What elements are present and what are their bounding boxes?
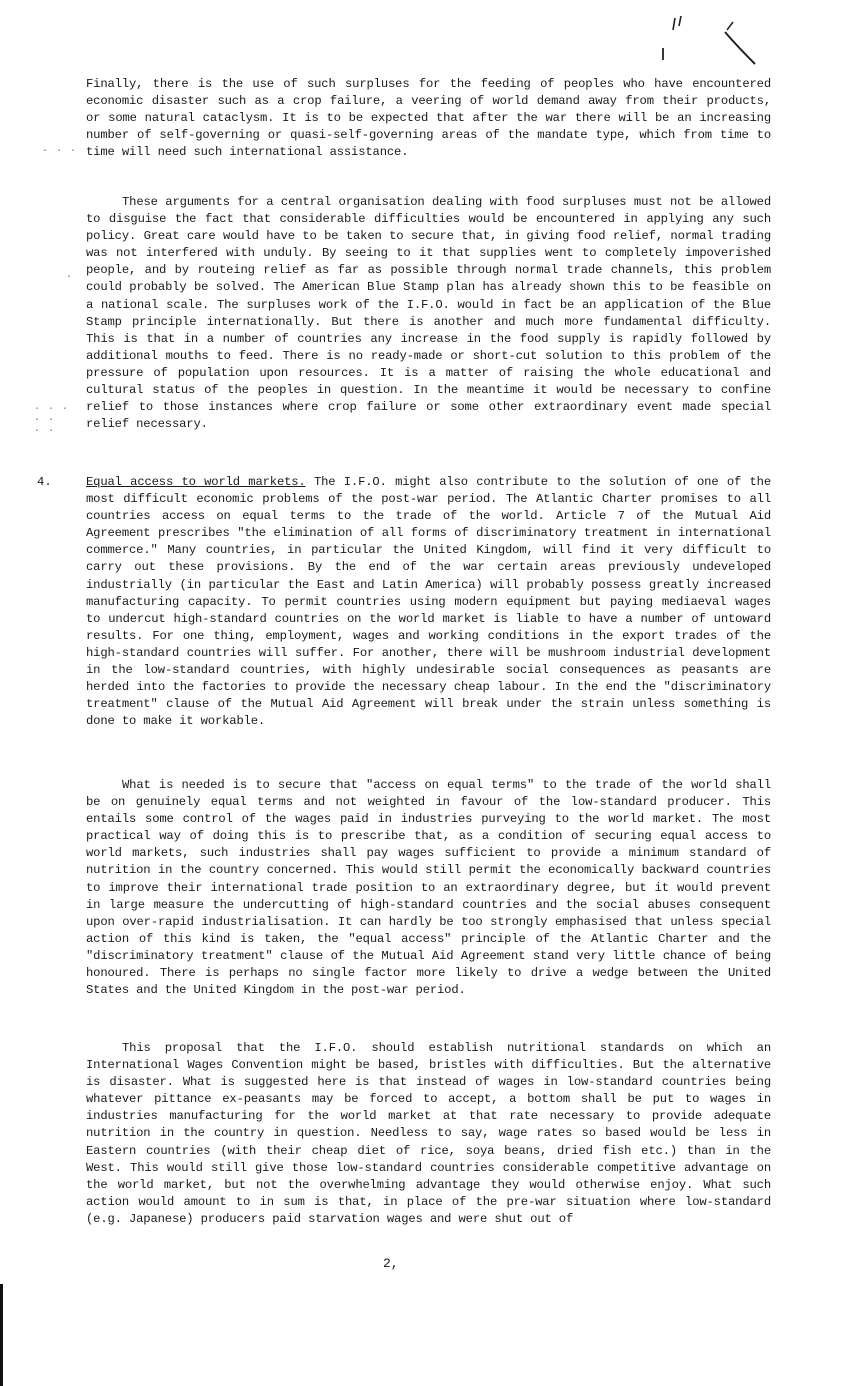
section-number: 4. bbox=[37, 475, 52, 489]
page-number: 2, bbox=[383, 1256, 399, 1271]
section-heading: Equal access to world markets. bbox=[86, 475, 306, 489]
margin-marks: - · · bbox=[42, 146, 78, 157]
handwritten-mark bbox=[655, 12, 765, 68]
paragraph-5: This proposal that the I.F.O. should establish nutritional standards on which an International Wages Convention might be based, bristles with difficulties. But the alternative is disaster. What is suggested here is that instead of wages in low-standard countries being whatever pittance ex-peasants may be forced to accept, a bottom shall be put to wages in industries manufacturing for the world market at that rate necessary to provide adequate nutrition in the country in question. Needless to say, wage rates so based would be less in Eastern countries (with their cheap diet of rice, soya beans, dried fish etc.) than in the West. This would still give those low-standard countries considerable competitive advantage on the world market, but not the overwhelming advantage they would otherwise enjoy. What such action would amount to in sum is that, in place of the pre-war situation where low-standard (e.g. Japanese) producers paid starvation wages and were shut out of bbox=[86, 1041, 771, 1226]
scan-edge bbox=[0, 1284, 3, 1386]
paragraph-2: These arguments for a central organisation dealing with food surpluses must not be allowed to disguise the fact that considerable difficulties would be encountered in applying any such policy. Great care would have to be taken to secure that, in giving food relief, normal trading was not interfered with unduly. By seeing to it that supplies went to completely impoverished people, and by routeing relief as far as possible through normal trade channels, this problem could probably be solved. The American Blue Stamp plan has already shown this to be feasible on a national scale. The surpluses work of the I.F.O. would in fact be an application of the Blue Stamp principle internationally. But there is another and much more fundamental difficulty. This is that in a number of countries any increase in the food supply is rapidly followed by additional mouths to feed. There is no ready-made or short-cut solution to this problem of the pressure of population upon resources. It is a matter of raising the whole educational and cultural status of the peoples in question. In the meantime it would be necessary to confine relief to those instances where crop failure or some other extraordinary event made special relief necessary. bbox=[86, 195, 771, 432]
paragraph-4: What is needed is to secure that "access on equal terms" to the trade of the world shall be on genuinely equal terms and not weighted in favour of the low-standard producer. This entails some control of the wages paid in industries purveying to the world market. The most practical way of doing this is to prescribe that, as a condition of securing equal access to world markets, such industries shall pay wages sufficient to provide a minimum standard of nutrition in the country concerned. This would still permit the economically backward countries to improve their international trade position to an extraordinary degree, but it would prevent in large measure the undercutting of high-standard countries and the social abuses consequent upon over-rapid industrialisation. It can hardly be too strongly emphasised that unless special action of this kind is taken, the "equal access" principle of the Atlantic Charter and the "discriminatory treatment" clause of the Mutual Aid Agreement stand very little chance of being honoured. There is perhaps no single factor more likely to drive a wedge between the United States and the United Kingdom in the post-war period. bbox=[86, 778, 771, 998]
paragraph-3 bbox=[86, 474, 771, 730]
margin-marks: · bbox=[66, 272, 74, 283]
margin-marks: · · · · · · · bbox=[34, 404, 70, 437]
paragraph-1: Finally, there is the use of such surpluses for the feeding of peoples who have encountered economic disaster such as a crop failure, a veering of world demand away from their products, or some natural cataclysm. It is to be expected that after the war there will be an increasing number of self-governing or quasi-self-governing areas of the mandate type, which from time to time will need such international assistance. bbox=[86, 77, 771, 160]
paragraph-3-text: The I.F.O. might also contribute to the solution of one of the most difficult economic problems of the post-war period. The Atlantic Charter promises to all countries access on equal terms to the trade of the world. Article 7 of the Mutual Aid Agreement prescribes "the elimination of all forms of discriminatory treatment in international commerce." Many countries, in particular the United Kingdom, will find it very difficult to carry out these provisions. By the end of the war certain areas previously undeveloped industrially (in particular the East and Latin America) will probably possess greatly increased manufacturing capacity. To permit countries using modern equipment but paying mediaeval wages to undercut high-standard countries on the world market is liable to have a number of untoward results. For one thing, employment, wages and working conditions in the export trades of the high-standard countries will suffer. For another, there will be mushroom industrial development in the low-standard countries, with highly undesirable social consequences as peasants are herded into the factories to provide the necessary cheap labour. In the end the "discriminatory treatment" clause of the Mutual Aid Agreement will break under the strain unless something is done to make it workable. bbox=[86, 475, 771, 729]
